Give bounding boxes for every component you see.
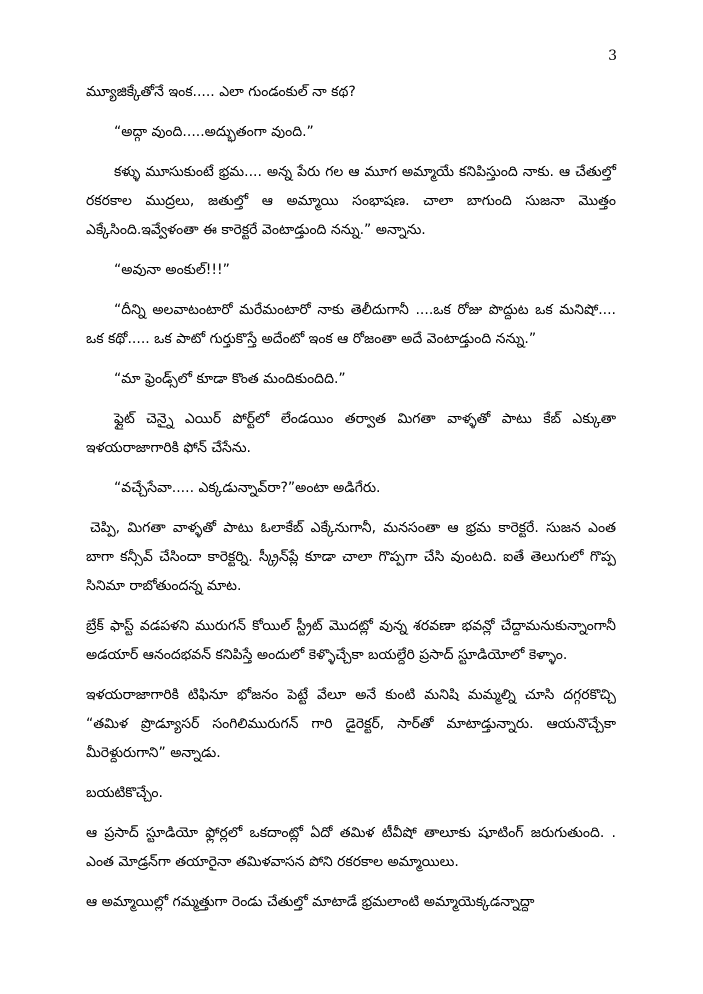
paragraph-5: “దీన్ని అలవాటంటారో మరేమంటారో నాకు తెలీదుగానీ ....ఒక రోజు పొద్దుట ఒక మనిషో.... ఒక కథో..... ఒక పాటో గుర్తుకొస్తే అదేంటో ఇంక ఆ రోజంతా అదే వెంటాడ్తుంది నన్ను.”	[86, 302, 616, 347]
paragraph-4: “అవునా అంకుల్!!!”	[114, 262, 230, 278]
paragraph-2: “అద్గా వుంది.....అద్భుతంగా వుంది.”	[114, 124, 314, 140]
paragraph-8: “వచ్చేసేవా..... ఎక్కడున్నావ్‌రా?”అంటా అడిగేరు.	[114, 480, 381, 496]
page-number: 3	[608, 48, 617, 64]
paragraph-14: ఆ అమ్మాయిల్లో గమ్మత్తుగా రెండు చేతుల్తో మాటాడే భ్రమలాంటి అమ్మాయెక్కడన్నాద్దా	[86, 894, 535, 910]
paragraph-11: ఇళయరాజాగారికి టిఫినూ భోజనం పెట్టే వేలూ అనే కుంటి మనిషి మమ్మల్ని చూసి దగ్గరకొచ్చి “తమిళ ప్రొడ్యూసర్ సంగిలిమురుగన్ గారి డైరెక్టర్, సార్‌తో మాటాడ్తున్నారు. ఆయనొచ్చేకా మీరెళ్దురుగాని” అన్నాడు.	[86, 687, 616, 761]
page-body	[86, 78, 616, 928]
paragraph-1: మ్యూజిక్కేతోనే ఇంక..... ఎలా గుండంకుల్ నా కథ?	[86, 84, 356, 100]
paragraph-3: కళ్ళు మూసుకుంటే భ్రమ.... అన్న పేరు గల ఆ మూగ అమ్మాయే కనిపిస్తుంది నాకు. ఆ చేతుల్తో రకరకాల ముద్రలు, జతుల్తో ఆ అమ్మాయి సంభాషణ. చాలా బాగుంది సుజనా మొత్తం ఎక్కేసింది.ఇవ్వేళంతా ఈ కారెక్టరే వెంటాడ్తుంది నన్ను.” అన్నాను.	[86, 164, 616, 238]
paragraph-12: బయటికొచ్చేం.	[86, 785, 163, 801]
paragraph-7: ఫ్లైట్ చెన్నై ఎయిర్ పోర్ట్‌లో లేండయిం తర్వాత మిగతా వాళ్ళతో పాటు కేబ్ ఎక్కుతా ఇళయరాజాగారికి ఫోన్ చేసేను.	[86, 411, 616, 456]
paragraph-10: బ్రేక్ ఫాస్ట్ వడపళని మురుగన్ కోయిల్ స్ట్రీట్ మొదట్లో వున్న శరవణా భవన్లో చేద్దామనుకున్నాంగానీ అడయార్ ఆనందభవన్ కనిపిస్తే అందులో కెళ్ళొచ్చేకా బయల్దేరి ప్రసాద్ స్టూడియోలో కెళ్ళాం.	[86, 618, 616, 663]
paragraph-9: చెప్పి, మిగతా వాళ్ళతో పాటు ఓలాకేబ్ ఎక్కేనుగానీ, మనసంతా ఆ భ్రమ కారెక్టరే. సుజన ఎంత బాగా కన్సీవ్ చేసిందా కారెక్టర్ని. స్క్రీన్‌ప్లే కూడా చాలా గొప్పగా చేసి వుంటది. ఐతే తెలుగులో గొప్ప సినిమా రాబోతుందన్న మాట.	[86, 520, 616, 594]
paragraph-13: ఆ ప్రసాద్ స్టూడియో ఫ్లోర్లలో ఒకదాంట్లో ఏదో తమిళ టీవీషో తాలూకు షూటింగ్ జరుగుతుంది. . ఎంత మోడ్రన్‌గా తయారైనా తమిళవాసన పోని రకరకాల అమ్మాయిలు.	[86, 825, 616, 870]
paragraph-6: “మా ఫ్రెండ్స్‌లో కూడా కొంత మందికుందిది.”	[114, 371, 346, 387]
